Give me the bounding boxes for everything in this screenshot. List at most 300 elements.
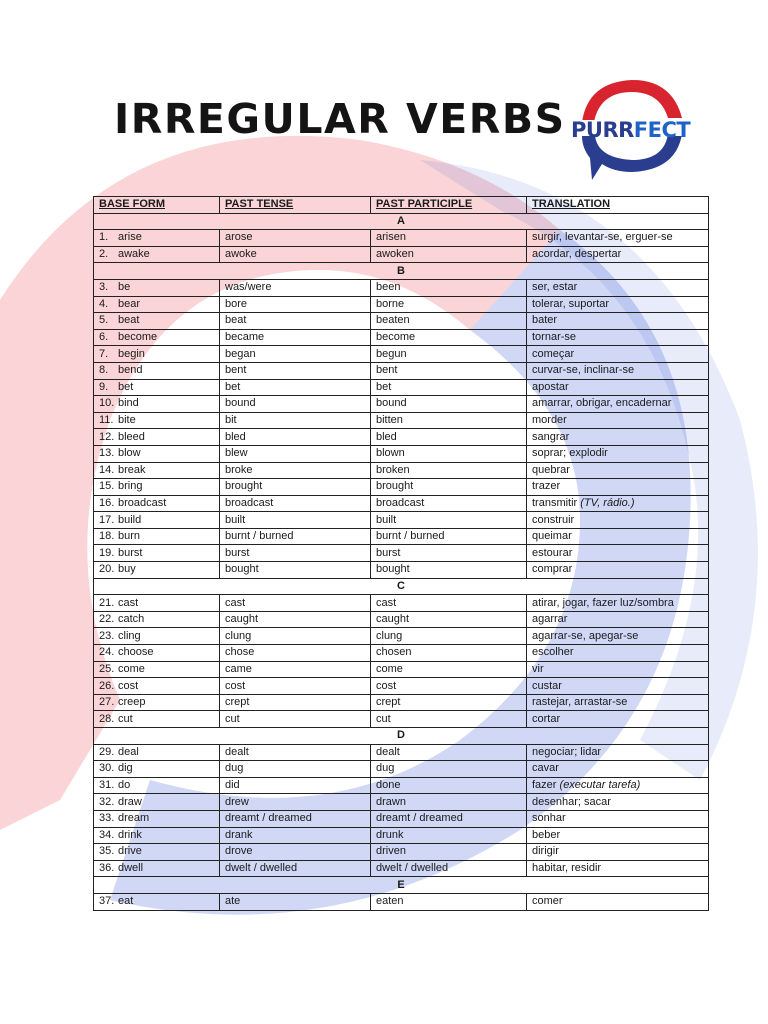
verb-number: 13. bbox=[99, 447, 115, 460]
translation-cell bbox=[527, 445, 709, 462]
base-form: come bbox=[118, 662, 145, 675]
past-tense-cell: broadcast bbox=[220, 495, 371, 512]
base-form: bend bbox=[118, 364, 143, 377]
verb-number: 8. bbox=[99, 364, 109, 377]
verbs-table bbox=[93, 196, 709, 911]
translation-cell bbox=[527, 562, 709, 579]
base-form-cell bbox=[94, 628, 220, 645]
translation-cell bbox=[527, 611, 709, 628]
base-form: cling bbox=[118, 629, 141, 642]
past-participle-cell: awoken bbox=[371, 246, 527, 263]
base-form: be bbox=[118, 281, 131, 294]
translation-cell bbox=[527, 230, 709, 247]
past-participle-cell: cost bbox=[371, 678, 527, 695]
past-tense-cell: began bbox=[220, 346, 371, 363]
translation-text: surgir, levantar-se, erguer-se bbox=[532, 231, 673, 244]
base-form: awake bbox=[118, 248, 150, 261]
translation-cell bbox=[527, 860, 709, 877]
base-form: blow bbox=[118, 447, 141, 460]
past-participle-cell: dealt bbox=[371, 744, 527, 761]
translation-cell bbox=[527, 744, 709, 761]
base-form-cell bbox=[94, 412, 220, 429]
past-participle-cell: cut bbox=[371, 711, 527, 728]
table-row bbox=[94, 329, 709, 346]
translation-cell bbox=[527, 362, 709, 379]
translation-cell bbox=[527, 711, 709, 728]
translation-cell bbox=[527, 777, 709, 794]
base-form: creep bbox=[118, 696, 146, 709]
verb-number: 25. bbox=[99, 662, 115, 675]
base-form: dig bbox=[118, 762, 133, 775]
past-tense-cell: chose bbox=[220, 645, 371, 662]
translation-cell bbox=[527, 645, 709, 662]
past-participle-cell: come bbox=[371, 661, 527, 678]
base-form-cell bbox=[94, 744, 220, 761]
past-tense-cell: arose bbox=[220, 230, 371, 247]
past-participle-cell: clung bbox=[371, 628, 527, 645]
verb-number: 6. bbox=[99, 331, 109, 344]
past-tense-cell: cut bbox=[220, 711, 371, 728]
table-row bbox=[94, 711, 709, 728]
section-letter: A bbox=[94, 213, 709, 230]
translation-cell bbox=[527, 462, 709, 479]
translation-cell bbox=[527, 628, 709, 645]
translation-cell bbox=[527, 429, 709, 446]
base-form-cell bbox=[94, 694, 220, 711]
translation-cell bbox=[527, 495, 709, 512]
verb-number: 33. bbox=[99, 812, 115, 825]
verb-number: 1. bbox=[99, 231, 109, 244]
past-tense-cell: bent bbox=[220, 362, 371, 379]
verb-number: 20. bbox=[99, 563, 115, 576]
table-row bbox=[94, 678, 709, 695]
verb-number: 29. bbox=[99, 745, 115, 758]
base-form: build bbox=[118, 513, 142, 526]
translation-text: agarrar-se, apegar-se bbox=[532, 629, 639, 642]
verb-number: 17. bbox=[99, 513, 115, 526]
base-form-cell bbox=[94, 445, 220, 462]
past-participle-cell: drawn bbox=[371, 794, 527, 811]
base-form-cell bbox=[94, 893, 220, 910]
table-row bbox=[94, 545, 709, 562]
section-letter-row bbox=[94, 877, 709, 894]
translation-cell bbox=[527, 810, 709, 827]
past-tense-cell: burnt / burned bbox=[220, 528, 371, 545]
past-participle-cell: dug bbox=[371, 761, 527, 778]
section-letter: B bbox=[94, 263, 709, 280]
past-tense-cell: beat bbox=[220, 313, 371, 330]
past-participle-cell: caught bbox=[371, 611, 527, 628]
translation-text: rastejar, arrastar-se bbox=[532, 696, 628, 709]
table-row bbox=[94, 860, 709, 877]
table-row bbox=[94, 645, 709, 662]
translation-text: acordar, despertar bbox=[532, 248, 622, 261]
verb-number: 23. bbox=[99, 629, 115, 642]
base-form-cell bbox=[94, 495, 220, 512]
translation-text: tornar-se bbox=[532, 331, 577, 344]
base-form-cell bbox=[94, 827, 220, 844]
base-form: dwell bbox=[118, 862, 144, 875]
table-row bbox=[94, 462, 709, 479]
base-form: catch bbox=[118, 613, 145, 626]
verb-number: 32. bbox=[99, 795, 115, 808]
base-form: begin bbox=[118, 347, 145, 360]
verb-number: 16. bbox=[99, 496, 115, 509]
translation-cell bbox=[527, 246, 709, 263]
past-tense-cell: caught bbox=[220, 611, 371, 628]
table-row bbox=[94, 562, 709, 579]
verb-number: 12. bbox=[99, 430, 115, 443]
translation-text: começar bbox=[532, 347, 575, 360]
table-row bbox=[94, 279, 709, 296]
table-row bbox=[94, 628, 709, 645]
base-form-cell bbox=[94, 479, 220, 496]
past-tense-cell: bore bbox=[220, 296, 371, 313]
table-row bbox=[94, 230, 709, 247]
translation-text: construir bbox=[532, 513, 575, 526]
past-tense-cell: drove bbox=[220, 844, 371, 861]
base-form: draw bbox=[118, 795, 142, 808]
section-letter: E bbox=[94, 877, 709, 894]
translation-text: transmitir bbox=[532, 496, 578, 509]
past-participle-cell: blown bbox=[371, 445, 527, 462]
past-participle-cell: driven bbox=[371, 844, 527, 861]
translation-note: (executar tarefa) bbox=[559, 779, 641, 792]
header-translation: TRANSLATION bbox=[527, 197, 709, 214]
section-letter: C bbox=[94, 578, 709, 595]
section-letter-row bbox=[94, 728, 709, 745]
translation-text: cortar bbox=[532, 712, 561, 725]
table-header-row bbox=[94, 197, 709, 214]
verb-number: 31. bbox=[99, 779, 115, 792]
base-form-cell bbox=[94, 794, 220, 811]
base-form-cell bbox=[94, 246, 220, 263]
verbs-table-body bbox=[94, 213, 709, 910]
verb-number: 10. bbox=[99, 397, 115, 410]
past-participle-cell: beaten bbox=[371, 313, 527, 330]
translation-cell bbox=[527, 296, 709, 313]
base-form-cell bbox=[94, 810, 220, 827]
past-tense-cell: clung bbox=[220, 628, 371, 645]
table-row bbox=[94, 777, 709, 794]
translation-text: tolerar, suportar bbox=[532, 297, 610, 310]
base-form: broadcast bbox=[118, 496, 167, 509]
base-form: become bbox=[118, 331, 158, 344]
base-form-cell bbox=[94, 711, 220, 728]
translation-cell bbox=[527, 396, 709, 413]
table-row bbox=[94, 761, 709, 778]
past-tense-cell: was/were bbox=[220, 279, 371, 296]
translation-cell bbox=[527, 545, 709, 562]
past-tense-cell: brought bbox=[220, 479, 371, 496]
translation-cell bbox=[527, 313, 709, 330]
translation-cell bbox=[527, 761, 709, 778]
verb-number: 7. bbox=[99, 347, 109, 360]
past-participle-cell: built bbox=[371, 512, 527, 529]
base-form: bite bbox=[118, 414, 136, 427]
base-form-cell bbox=[94, 296, 220, 313]
past-participle-cell: dreamt / dreamed bbox=[371, 810, 527, 827]
base-form: cost bbox=[118, 679, 139, 692]
verb-number: 3. bbox=[99, 281, 109, 294]
purrfect-logo bbox=[568, 74, 696, 186]
base-form: burst bbox=[118, 546, 143, 559]
translation-text: custar bbox=[532, 679, 562, 692]
base-form-cell bbox=[94, 844, 220, 861]
table-row bbox=[94, 661, 709, 678]
base-form: deal bbox=[118, 745, 139, 758]
section-letter-row bbox=[94, 578, 709, 595]
base-form-cell bbox=[94, 777, 220, 794]
translation-cell bbox=[527, 412, 709, 429]
base-form: drink bbox=[118, 828, 142, 841]
past-participle-cell: broadcast bbox=[371, 495, 527, 512]
base-form-cell bbox=[94, 645, 220, 662]
base-form-cell bbox=[94, 860, 220, 877]
verb-number: 22. bbox=[99, 613, 115, 626]
table-row bbox=[94, 794, 709, 811]
base-form: drive bbox=[118, 845, 142, 858]
base-form-cell bbox=[94, 379, 220, 396]
base-form: break bbox=[118, 463, 146, 476]
logo-text: PURRFECT bbox=[571, 118, 691, 142]
base-form: bind bbox=[118, 397, 139, 410]
translation-text: apostar bbox=[532, 380, 569, 393]
table-row bbox=[94, 412, 709, 429]
verb-number: 21. bbox=[99, 596, 115, 609]
table-row bbox=[94, 396, 709, 413]
base-form: choose bbox=[118, 646, 154, 659]
base-form-cell bbox=[94, 761, 220, 778]
base-form: beat bbox=[118, 314, 140, 327]
table-row bbox=[94, 429, 709, 446]
past-participle-cell: broken bbox=[371, 462, 527, 479]
verb-number: 15. bbox=[99, 480, 115, 493]
translation-text: agarrar bbox=[532, 613, 568, 626]
base-form: cast bbox=[118, 596, 139, 609]
section-letter-row bbox=[94, 213, 709, 230]
translation-text: amarrar, obrigar, encadernar bbox=[532, 397, 672, 410]
base-form: buy bbox=[118, 563, 136, 576]
past-tense-cell: burst bbox=[220, 545, 371, 562]
base-form-cell bbox=[94, 562, 220, 579]
past-tense-cell: bet bbox=[220, 379, 371, 396]
translation-text: quebrar bbox=[532, 463, 570, 476]
base-form-cell bbox=[94, 346, 220, 363]
translation-text: habitar, residir bbox=[532, 862, 602, 875]
verb-number: 9. bbox=[99, 380, 109, 393]
past-participle-cell: done bbox=[371, 777, 527, 794]
past-tense-cell: cast bbox=[220, 595, 371, 612]
past-tense-cell: came bbox=[220, 661, 371, 678]
base-form-cell bbox=[94, 545, 220, 562]
page-title: IRREGULAR VERBS bbox=[114, 95, 566, 143]
base-form-cell bbox=[94, 329, 220, 346]
past-participle-cell: crept bbox=[371, 694, 527, 711]
table-row bbox=[94, 495, 709, 512]
past-tense-cell: dreamt / dreamed bbox=[220, 810, 371, 827]
past-tense-cell: drew bbox=[220, 794, 371, 811]
past-participle-cell: cast bbox=[371, 595, 527, 612]
translation-text: soprar; explodir bbox=[532, 447, 608, 460]
table-row bbox=[94, 827, 709, 844]
translation-text: sonhar bbox=[532, 812, 566, 825]
past-participle-cell: dwelt / dwelled bbox=[371, 860, 527, 877]
translation-cell bbox=[527, 678, 709, 695]
table-row bbox=[94, 362, 709, 379]
base-form-cell bbox=[94, 230, 220, 247]
translation-text: beber bbox=[532, 828, 561, 841]
past-participle-cell: become bbox=[371, 329, 527, 346]
header-past-tense: PAST TENSE bbox=[220, 197, 371, 214]
translation-text: ser, estar bbox=[532, 281, 578, 294]
section-letter-row bbox=[94, 263, 709, 280]
past-tense-cell: cost bbox=[220, 678, 371, 695]
past-tense-cell: bound bbox=[220, 396, 371, 413]
past-participle-cell: bought bbox=[371, 562, 527, 579]
table-row bbox=[94, 528, 709, 545]
translation-cell bbox=[527, 794, 709, 811]
past-participle-cell: eaten bbox=[371, 893, 527, 910]
table-row bbox=[94, 246, 709, 263]
base-form: arise bbox=[118, 231, 142, 244]
past-participle-cell: burnt / burned bbox=[371, 528, 527, 545]
table-row bbox=[94, 595, 709, 612]
past-tense-cell: bit bbox=[220, 412, 371, 429]
translation-text: vir bbox=[532, 662, 544, 675]
translation-text: comprar bbox=[532, 563, 573, 576]
verb-number: 18. bbox=[99, 530, 115, 543]
translation-cell bbox=[527, 512, 709, 529]
section-letter: D bbox=[94, 728, 709, 745]
verb-number: 11. bbox=[99, 414, 114, 427]
translation-cell bbox=[527, 379, 709, 396]
translation-text: comer bbox=[532, 895, 563, 908]
table-row bbox=[94, 694, 709, 711]
base-form-cell bbox=[94, 396, 220, 413]
verb-number: 28. bbox=[99, 712, 115, 725]
past-tense-cell: bled bbox=[220, 429, 371, 446]
past-participle-cell: burst bbox=[371, 545, 527, 562]
translation-text: desenhar; sacar bbox=[532, 795, 611, 808]
translation-text: queimar bbox=[532, 530, 572, 543]
translation-text: negociar; lidar bbox=[532, 745, 602, 758]
past-tense-cell: awoke bbox=[220, 246, 371, 263]
verb-number: 27. bbox=[99, 696, 115, 709]
base-form-cell bbox=[94, 279, 220, 296]
past-participle-cell: bitten bbox=[371, 412, 527, 429]
translation-cell bbox=[527, 346, 709, 363]
past-tense-cell: dwelt / dwelled bbox=[220, 860, 371, 877]
past-participle-cell: drunk bbox=[371, 827, 527, 844]
base-form-cell bbox=[94, 362, 220, 379]
base-form-cell bbox=[94, 462, 220, 479]
base-form: bring bbox=[118, 480, 143, 493]
translation-text: atirar, jogar, fazer luz/sombra bbox=[532, 596, 674, 609]
table-row bbox=[94, 296, 709, 313]
base-form-cell bbox=[94, 313, 220, 330]
translation-text: escolher bbox=[532, 646, 574, 659]
translation-text: dirigir bbox=[532, 845, 559, 858]
table-row bbox=[94, 479, 709, 496]
base-form: eat bbox=[118, 895, 134, 908]
table-row bbox=[94, 744, 709, 761]
past-tense-cell: dug bbox=[220, 761, 371, 778]
translation-text: trazer bbox=[532, 480, 561, 493]
verb-number: 5. bbox=[99, 314, 109, 327]
translation-text: morder bbox=[532, 414, 567, 427]
translation-cell bbox=[527, 844, 709, 861]
verb-number: 36. bbox=[99, 862, 115, 875]
table-row bbox=[94, 445, 709, 462]
base-form: cut bbox=[118, 712, 133, 725]
verb-number: 30. bbox=[99, 762, 115, 775]
verb-number: 34. bbox=[99, 828, 115, 841]
past-tense-cell: blew bbox=[220, 445, 371, 462]
base-form: burn bbox=[118, 530, 141, 543]
table-row bbox=[94, 810, 709, 827]
header-base-form: BASE FORM bbox=[94, 197, 220, 214]
translation-cell bbox=[527, 479, 709, 496]
base-form-cell bbox=[94, 429, 220, 446]
verb-number: 2. bbox=[99, 248, 109, 261]
base-form-cell bbox=[94, 512, 220, 529]
past-participle-cell: chosen bbox=[371, 645, 527, 662]
past-participle-cell: bet bbox=[371, 379, 527, 396]
header-past-participle: PAST PARTICIPLE bbox=[371, 197, 527, 214]
past-tense-cell: did bbox=[220, 777, 371, 794]
base-form-cell bbox=[94, 611, 220, 628]
base-form: bear bbox=[118, 297, 141, 310]
verb-number: 35. bbox=[99, 845, 115, 858]
base-form-cell bbox=[94, 661, 220, 678]
verb-number: 26. bbox=[99, 679, 115, 692]
translation-text: cavar bbox=[532, 762, 559, 775]
translation-text: fazer bbox=[532, 779, 557, 792]
table-row bbox=[94, 346, 709, 363]
translation-cell bbox=[527, 595, 709, 612]
table-row bbox=[94, 379, 709, 396]
base-form: dream bbox=[118, 812, 150, 825]
translation-cell bbox=[527, 279, 709, 296]
past-tense-cell: bought bbox=[220, 562, 371, 579]
base-form-cell bbox=[94, 595, 220, 612]
verb-number: 4. bbox=[99, 297, 109, 310]
past-participle-cell: arisen bbox=[371, 230, 527, 247]
table-row bbox=[94, 611, 709, 628]
base-form-cell bbox=[94, 678, 220, 695]
translation-text: estourar bbox=[532, 546, 573, 559]
past-participle-cell: brought bbox=[371, 479, 527, 496]
base-form: do bbox=[118, 779, 131, 792]
verb-number: 37. bbox=[99, 895, 115, 908]
translation-cell bbox=[527, 329, 709, 346]
translation-cell bbox=[527, 893, 709, 910]
table-row bbox=[94, 313, 709, 330]
translation-text: curvar-se, inclinar-se bbox=[532, 364, 635, 377]
table-row bbox=[94, 893, 709, 910]
table-row bbox=[94, 512, 709, 529]
past-participle-cell: begun bbox=[371, 346, 527, 363]
past-tense-cell: broke bbox=[220, 462, 371, 479]
verb-number: 19. bbox=[99, 546, 115, 559]
past-participle-cell: bound bbox=[371, 396, 527, 413]
past-participle-cell: borne bbox=[371, 296, 527, 313]
past-tense-cell: built bbox=[220, 512, 371, 529]
past-participle-cell: been bbox=[371, 279, 527, 296]
base-form: bleed bbox=[118, 430, 145, 443]
translation-note: (TV, rádio.) bbox=[580, 496, 635, 509]
